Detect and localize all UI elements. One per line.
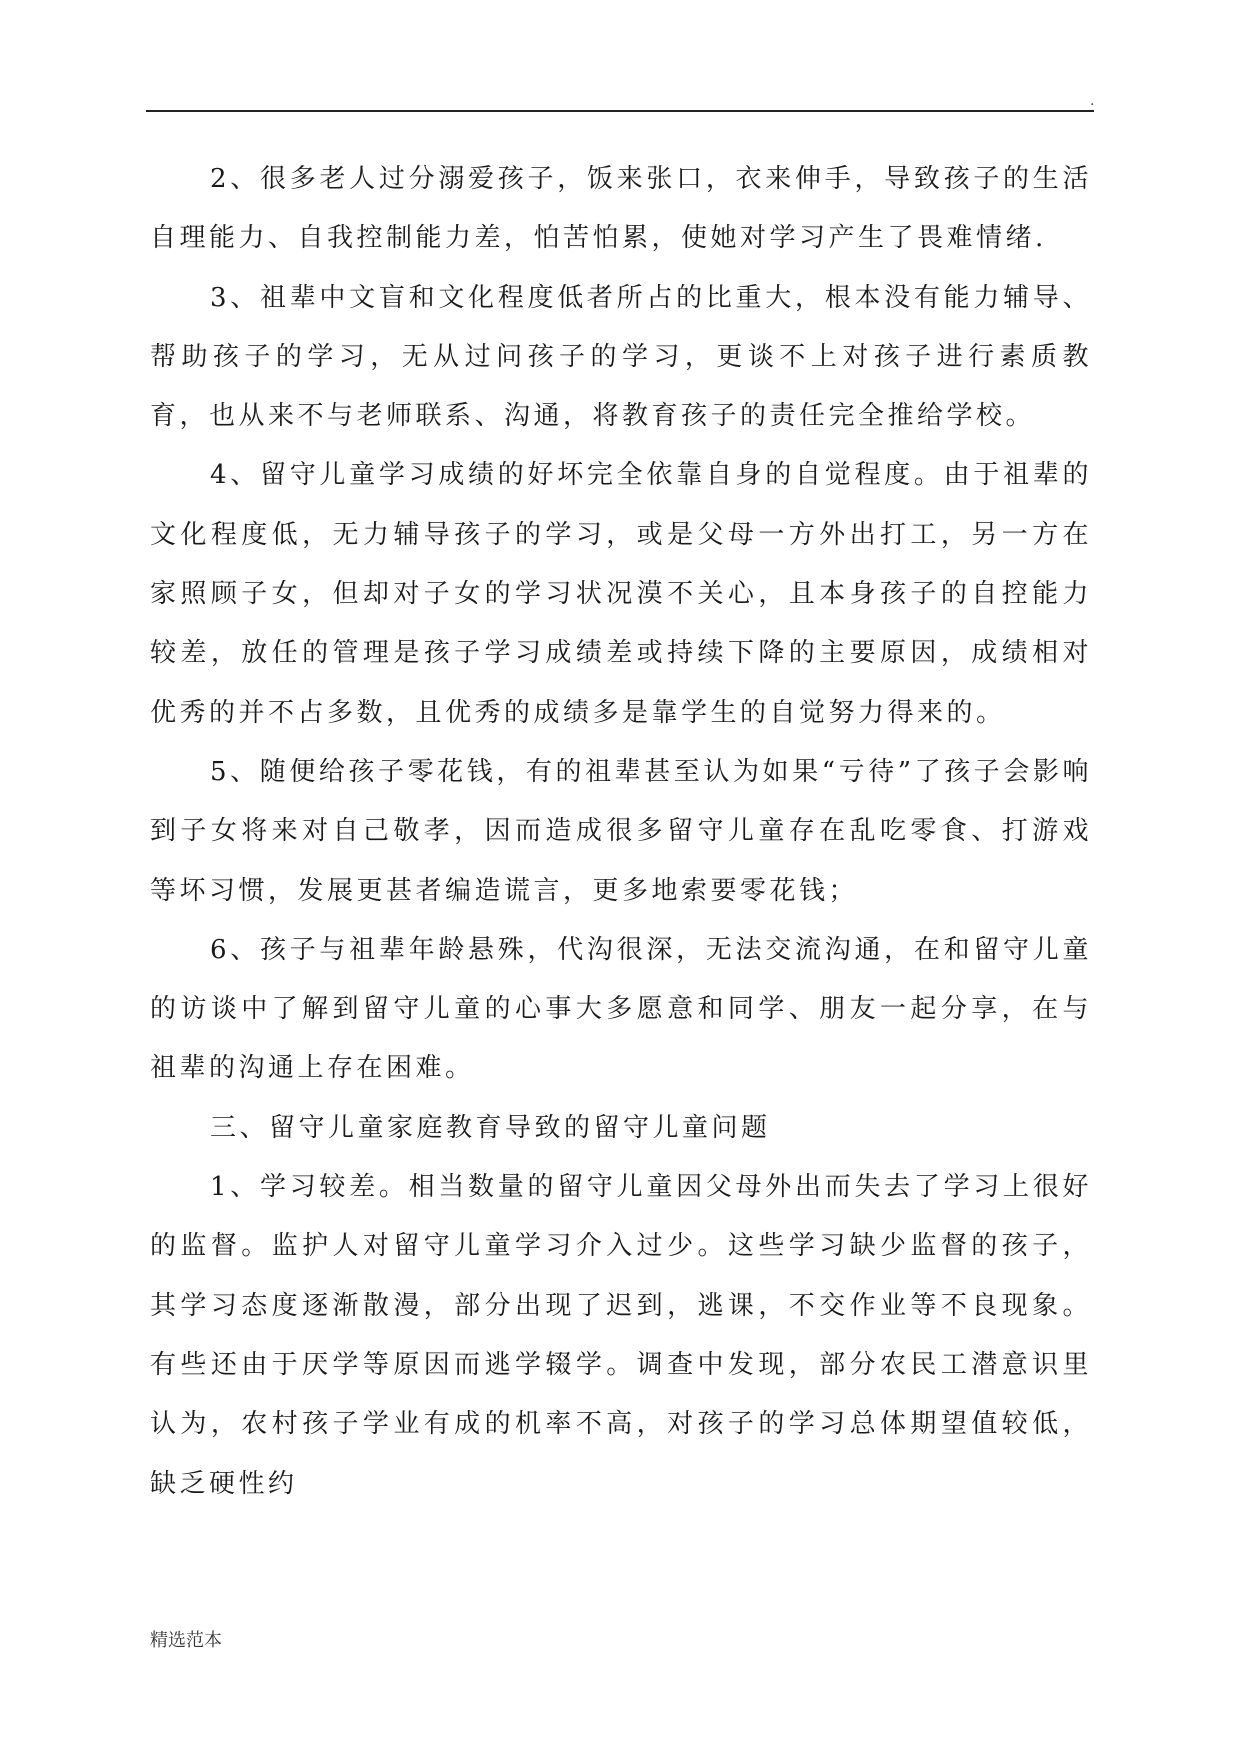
- footer-label: 精选范本: [150, 1630, 222, 1651]
- paragraph-item-6: 6、孩子与祖辈年龄悬殊，代沟很深，无法交流沟通，在和留守儿童的访谈中了解到留守儿童的心事大多愿意和同学、朋友一起分享，在与祖辈的沟通上存在困难。: [150, 934, 1092, 1084]
- document-body: [150, 150, 1092, 1514]
- paragraph-item-4: 4、留守儿童学习成绩的好坏完全依靠自身的自觉程度。由于祖辈的文化程度低，无力辅导孩子的学习，或是父母一方外出打工，另一方在家照顾子女，但却对子女的学习状况漠不关心，且本身孩子的自控能力较差，放任的管理是孩子学习成绩差或持续下降的主要原因，成绩相对优秀的并不占多数，且优秀的成绩多是靠学生的自觉努力得来的。: [150, 460, 1092, 728]
- paragraph-item-2: 2、很多老人过分溺爱孩子，饭来张口，衣来伸手，导致孩子的生活自理能力、自我控制能力差，怕苦怕累，使她对学习产生了畏难情绪.: [150, 164, 1092, 254]
- paragraph-item-3: 3、祖辈中文盲和文化程度低者所占的比重大，根本没有能力辅导、帮助孩子的学习，无从过问孩子的学习，更谈不上对孩子进行素质教育，也从来不与老师联系、沟通，将教育孩子的责任完全推给学校。: [150, 282, 1092, 432]
- header-dot: .: [1090, 93, 1095, 109]
- paragraph-item-5: 5、随便给孩子零花钱，有的祖辈甚至认为如果“亏待”了孩子会影响到子女将来对自己敬孝，因而造成很多留守儿童存在乱吃零食、打游戏等坏习惯，发展更甚者编造谎言，更多地索要零花钱；: [150, 756, 1092, 906]
- section-heading: 三、留守儿童家庭教育导致的留守儿童问题: [210, 1112, 771, 1143]
- header-rule: [146, 110, 1094, 112]
- paragraph-section3-item-1: 1、学习较差。相当数量的留守儿童因父母外出而失去了学习上很好的监督。监护人对留守儿童学习介入过少。这些学习缺少监督的孩子，其学习态度逐渐散漫，部分出现了迟到，逃课，不交作业等不良现象。有些还由于厌学等原因而逃学辍学。调查中发现，部分农民工潜意识里认为，农村孩子学业有成的机率不高，对孩子的学习总体期望值较低，缺乏硬性约: [150, 1172, 1092, 1499]
